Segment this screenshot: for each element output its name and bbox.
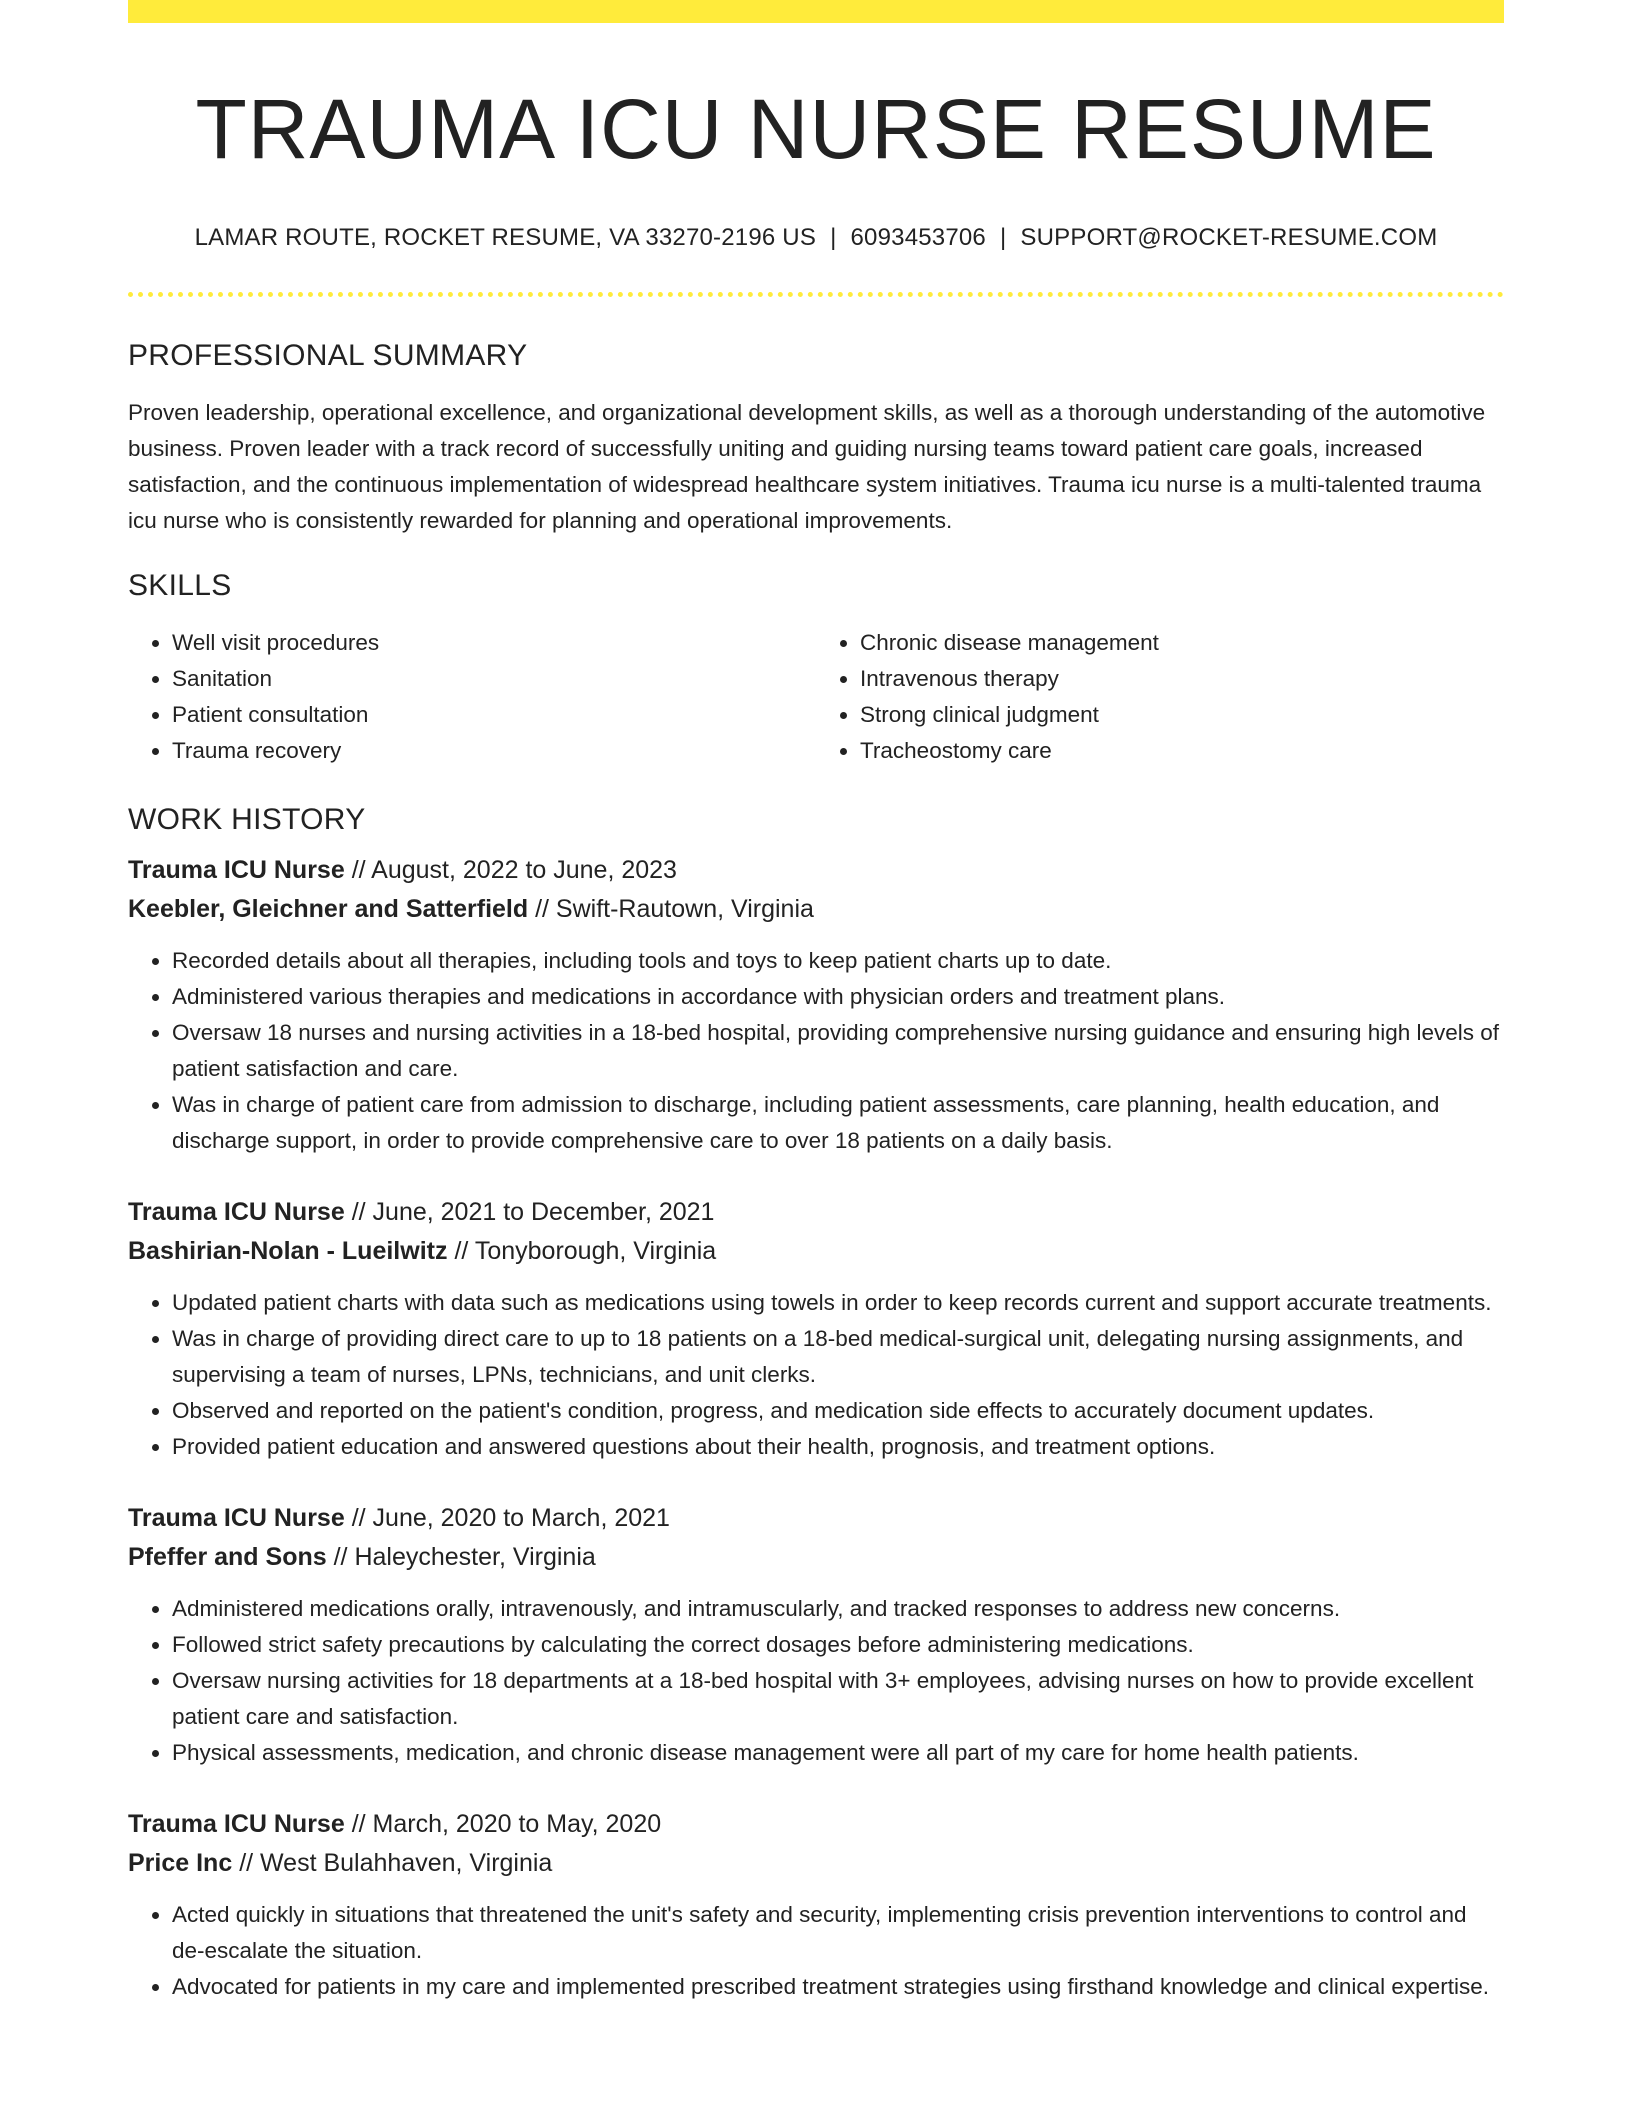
separator: |: [999, 223, 1007, 251]
job-dates: // June, 2021 to December, 2021: [351, 1197, 715, 1226]
job-bullet: • Administered various therapies and medications in accordance with physician orders and treatment plans.: [172, 979, 1504, 1015]
job-title-line: [128, 1805, 1504, 1844]
job-bullet: • Updated patient charts with data such as medications using towels in order to keep records current and support accurate treatments.: [172, 1285, 1504, 1321]
job-entry: [128, 851, 1504, 1159]
job-company: Bashirian-Nolan - Lueilwitz: [128, 1236, 448, 1265]
job-title-line: [128, 1193, 1504, 1232]
job-title-line: [128, 851, 1504, 890]
dotted-divider: [128, 292, 1504, 297]
skills-column-right: [816, 625, 1504, 769]
skill-item: • Intravenous therapy: [860, 661, 1504, 697]
skill-item: • Strong clinical judgment: [860, 697, 1504, 733]
job-company-line: [128, 1844, 1504, 1883]
job-bullet: • Provided patient education and answered questions about their health, prognosis, and treatment options.: [172, 1429, 1504, 1465]
job-bullet: • Oversaw nursing activities for 18 departments at a 18-bed hospital with 3+ employees, advising nurses on how to provide excellent patient care and satisfaction.: [172, 1663, 1504, 1735]
skill-item: • Chronic disease management: [860, 625, 1504, 661]
skill-item: • Well visit procedures: [172, 625, 816, 661]
top-accent-bar: [128, 0, 1504, 23]
job-bullet: • Was in charge of providing direct care to up to 18 patients on a 18-bed medical-surgical unit, delegating nursing assignments, and supervising a team of nurses, LPNs, technicians, and unit clerks.: [172, 1321, 1504, 1393]
skills-list: [128, 625, 1504, 769]
address: LAMAR ROUTE, ROCKET RESUME, VA 33270-2196 US: [194, 223, 817, 251]
summary-text: Proven leadership, operational excellence, and organizational development skills, as well as a thorough understanding of the automotive business. Proven leader with a track record of successfully uniting and guiding nursing teams toward patient care goals, increased satisfaction, and the continuous implementation of widespread healthcare system initiatives. Trauma icu nurse is a multi-talented trauma icu nurse who is consistently rewarded for planning and operational improvements.: [128, 399, 1486, 533]
job-bullet: • Acted quickly in situations that threatened the unit's safety and security, implementing crisis prevention interventions to control and de-escalate the situation.: [172, 1897, 1504, 1969]
job-company: Keebler, Gleichner and Satterfield: [128, 894, 529, 923]
skill-item: • Tracheostomy care: [860, 733, 1504, 769]
job-bullet: • Advocated for patients in my care and implemented prescribed treatment strategies using firsthand knowledge and clinical expertise.: [172, 1969, 1504, 2005]
job-dates: // June, 2020 to March, 2021: [351, 1503, 670, 1532]
job-bullets: [128, 943, 1504, 1159]
skill-item: • Patient consultation: [172, 697, 816, 733]
job-bullets: [128, 1897, 1504, 2005]
job-location: // Tonyborough, Virginia: [454, 1236, 717, 1265]
resume-title: TRAUMA ICU NURSE RESUME: [195, 82, 1437, 176]
job-role: Trauma ICU Nurse: [128, 1809, 345, 1838]
work-history-heading: WORK HISTORY: [128, 802, 366, 836]
job-role: Trauma ICU Nurse: [128, 1503, 345, 1532]
email-link[interactable]: SUPPORT@ROCKET-RESUME.COM: [1020, 223, 1438, 251]
job-dates: // March, 2020 to May, 2020: [351, 1809, 662, 1838]
job-location: // Haleychester, Virginia: [333, 1542, 596, 1571]
job-entry: [128, 1193, 1504, 1465]
contact-line: [128, 224, 1504, 252]
skill-item: • Trauma recovery: [172, 733, 816, 769]
job-entry: [128, 1499, 1504, 1771]
summary-heading: PROFESSIONAL SUMMARY: [128, 338, 528, 372]
skills-heading: SKILLS: [128, 568, 232, 602]
job-bullet: • Physical assessments, medication, and chronic disease management were all part of my care for home health patients.: [172, 1735, 1504, 1771]
job-bullet: • Oversaw 18 nurses and nursing activities in a 18-bed hospital, providing comprehensive nursing guidance and ensuring high levels of patient satisfaction and care.: [172, 1015, 1504, 1087]
job-bullet: • Was in charge of patient care from admission to discharge, including patient assessments, care planning, health education, and discharge support, in order to provide comprehensive care to over 18 patients on a daily basis.: [172, 1087, 1504, 1159]
skills-column-left: [128, 625, 816, 769]
job-bullet: • Observed and reported on the patient's condition, progress, and medication side effects to accurately document updates.: [172, 1393, 1504, 1429]
separator: |: [830, 223, 837, 251]
job-location: // Swift-Rautown, Virginia: [535, 894, 814, 923]
job-company-line: [128, 1538, 1504, 1577]
job-location: // West Bulahhaven, Virginia: [239, 1848, 553, 1877]
job-dates: // August, 2022 to June, 2023: [351, 855, 677, 884]
job-bullets: [128, 1285, 1504, 1465]
job-entry: [128, 1805, 1504, 2005]
resume-page: [128, 0, 1504, 2039]
job-bullet: • Followed strict safety precautions by calculating the correct dosages before administering medications.: [172, 1627, 1504, 1663]
job-company-line: [128, 890, 1504, 929]
job-role: Trauma ICU Nurse: [128, 1197, 345, 1226]
job-role: Trauma ICU Nurse: [128, 855, 345, 884]
job-bullet: • Administered medications orally, intravenously, and intramuscularly, and tracked responses to address new concerns.: [172, 1591, 1504, 1627]
skill-item: • Sanitation: [172, 661, 816, 697]
job-bullets: [128, 1591, 1504, 1771]
job-title-line: [128, 1499, 1504, 1538]
job-company-line: [128, 1232, 1504, 1271]
job-company: Pfeffer and Sons: [128, 1542, 327, 1571]
job-bullet: • Recorded details about all therapies, including tools and toys to keep patient charts up to date.: [172, 943, 1504, 979]
phone: 6093453706: [850, 223, 986, 251]
job-company: Price Inc: [128, 1848, 233, 1877]
